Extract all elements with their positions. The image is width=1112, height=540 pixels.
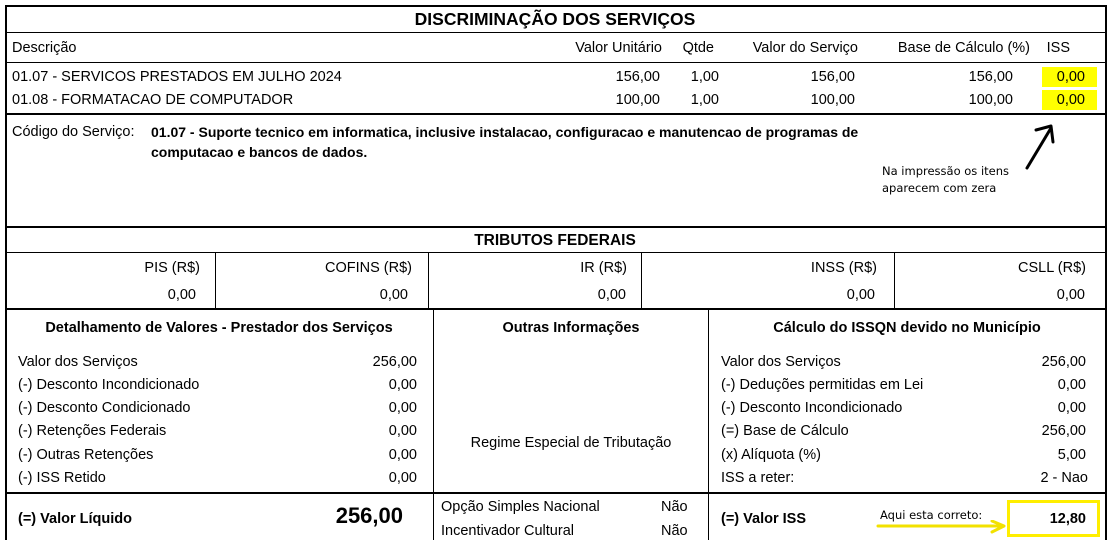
frame-top <box>5 5 1107 7</box>
issqn-value-5: 2 - Nao <box>1040 470 1088 486</box>
prestador-label-4: (-) Outras Retenções <box>18 447 154 463</box>
header-valor-servico: Valor do Serviço <box>752 40 858 56</box>
row2-valor-servico: 100,00 <box>810 92 855 108</box>
pis-label: PIS (R$) <box>144 260 200 276</box>
cofins-value: 0,00 <box>379 287 408 303</box>
csll-label: CSLL (R$) <box>1018 260 1086 276</box>
valor-liquido-value: 256,00 <box>335 503 403 528</box>
row2-iss: 0,00 <box>1056 92 1085 108</box>
divider-services-end <box>5 113 1107 115</box>
issqn-label-5: ISS a reter: <box>721 470 795 486</box>
prestador-title: Detalhamento de Valores - Prestador dos Serviços <box>45 320 393 336</box>
pis-value: 0,00 <box>167 287 196 303</box>
divider-service-code-end <box>5 226 1107 228</box>
prestador-label-5: (-) ISS Retido <box>18 470 106 486</box>
issqn-title: Cálculo do ISSQN devido no Município <box>773 320 1041 336</box>
federal-col-divider-4 <box>894 252 895 308</box>
prestador-value-4: 0,00 <box>388 447 417 463</box>
csll-value: 0,00 <box>1056 287 1085 303</box>
cofins-label: COFINS (R$) <box>325 260 412 276</box>
row1-descricao: 01.07 - SERVICOS PRESTADOS EM JULHO 2024 <box>12 69 342 85</box>
frame-right <box>1105 5 1107 540</box>
row2-valor-unitario: 100,00 <box>615 92 660 108</box>
prestador-value-1: 0,00 <box>388 377 417 393</box>
divider-summary <box>5 492 1107 494</box>
valor-iss-value: 12,80 <box>1049 511 1086 527</box>
prestador-label-0: Valor dos Serviços <box>18 354 138 370</box>
bottom-col-divider-2 <box>708 308 709 540</box>
regime-label: Regime Especial de Tributação <box>470 435 672 451</box>
valor-iss-label: (=) Valor ISS <box>721 511 807 527</box>
arrow-right-icon <box>876 520 1010 536</box>
header-valor-unitario: Valor Unitário <box>575 40 662 56</box>
incentivador-value: Não <box>661 523 688 539</box>
service-code-line1: 01.07 - Suporte tecnico em informatica, inclusive instalacao, configuracao e manutencao de programas de <box>151 124 859 140</box>
inss-value: 0,00 <box>846 287 875 303</box>
header-base-calculo: Base de Cálculo (%) <box>897 40 1030 56</box>
issqn-label-1: (-) Deduções permitidas em Lei <box>721 377 924 393</box>
federal-col-divider-2 <box>428 252 429 308</box>
issqn-value-1: 0,00 <box>1057 377 1086 393</box>
inss-label: INSS (R$) <box>810 260 877 276</box>
issqn-label-3: (=) Base de Cálculo <box>721 423 849 439</box>
header-iss: ISS <box>1046 40 1070 56</box>
issqn-label-4: (x) Alíquota (%) <box>721 447 821 463</box>
issqn-label-2: (-) Desconto Incondicionado <box>721 400 903 416</box>
issqn-value-2: 0,00 <box>1057 400 1086 416</box>
divider-federal-title <box>5 252 1107 253</box>
row1-qtde: 1,00 <box>690 69 719 85</box>
header-descricao: Descrição <box>12 40 77 56</box>
valor-liquido-label: (=) Valor Líquido <box>18 511 132 527</box>
row2-qtde: 1,00 <box>690 92 719 108</box>
annotation-note-line2: aparecem com zera <box>882 181 997 195</box>
annotation-correct: Aqui esta correto: <box>880 508 983 522</box>
services-title: DISCRIMINAÇÃO DOS SERVIÇOS <box>414 9 696 29</box>
annotation-note-line1: Na impressão os itens <box>882 164 1010 178</box>
divider-federal-end <box>5 308 1107 310</box>
issqn-value-0: 256,00 <box>1041 354 1086 370</box>
simples-value: Não <box>661 499 688 515</box>
outras-title: Outras Informações <box>502 320 640 336</box>
simples-label: Opção Simples Nacional <box>441 499 600 515</box>
federal-title: TRIBUTOS FEDERAIS <box>474 232 636 249</box>
bottom-col-divider-1 <box>433 308 434 540</box>
frame-left <box>5 5 7 540</box>
incentivador-label: Incentivador Cultural <box>441 523 574 539</box>
row1-iss: 0,00 <box>1056 69 1085 85</box>
prestador-label-1: (-) Desconto Incondicionado <box>18 377 200 393</box>
header-qtde: Qtde <box>682 40 714 56</box>
row1-base-calculo: 156,00 <box>968 69 1013 85</box>
divider-services-title <box>5 32 1107 33</box>
service-code-line2: computacao e bancos de dados. <box>151 144 368 160</box>
issqn-value-3: 256,00 <box>1041 423 1086 439</box>
ir-label: IR (R$) <box>580 260 627 276</box>
prestador-label-3: (-) Retenções Federais <box>18 423 167 439</box>
divider-services-header <box>5 62 1107 63</box>
row2-base-calculo: 100,00 <box>968 92 1013 108</box>
prestador-value-3: 0,00 <box>388 423 417 439</box>
issqn-value-4: 5,00 <box>1057 447 1086 463</box>
prestador-value-5: 0,00 <box>388 470 417 486</box>
federal-col-divider-3 <box>641 252 642 308</box>
annotation-arrow-icon <box>1010 116 1060 176</box>
issqn-label-0: Valor dos Serviços <box>721 354 841 370</box>
row1-valor-servico: 156,00 <box>810 69 855 85</box>
prestador-value-2: 0,00 <box>388 400 417 416</box>
prestador-value-0: 256,00 <box>372 354 417 370</box>
federal-col-divider-1 <box>215 252 216 308</box>
prestador-label-2: (-) Desconto Condicionado <box>18 400 191 416</box>
row1-valor-unitario: 156,00 <box>615 69 660 85</box>
service-code-label: Código do Serviço: <box>12 124 135 140</box>
row2-descricao: 01.08 - FORMATACAO DE COMPUTADOR <box>12 92 294 108</box>
ir-value: 0,00 <box>597 287 626 303</box>
